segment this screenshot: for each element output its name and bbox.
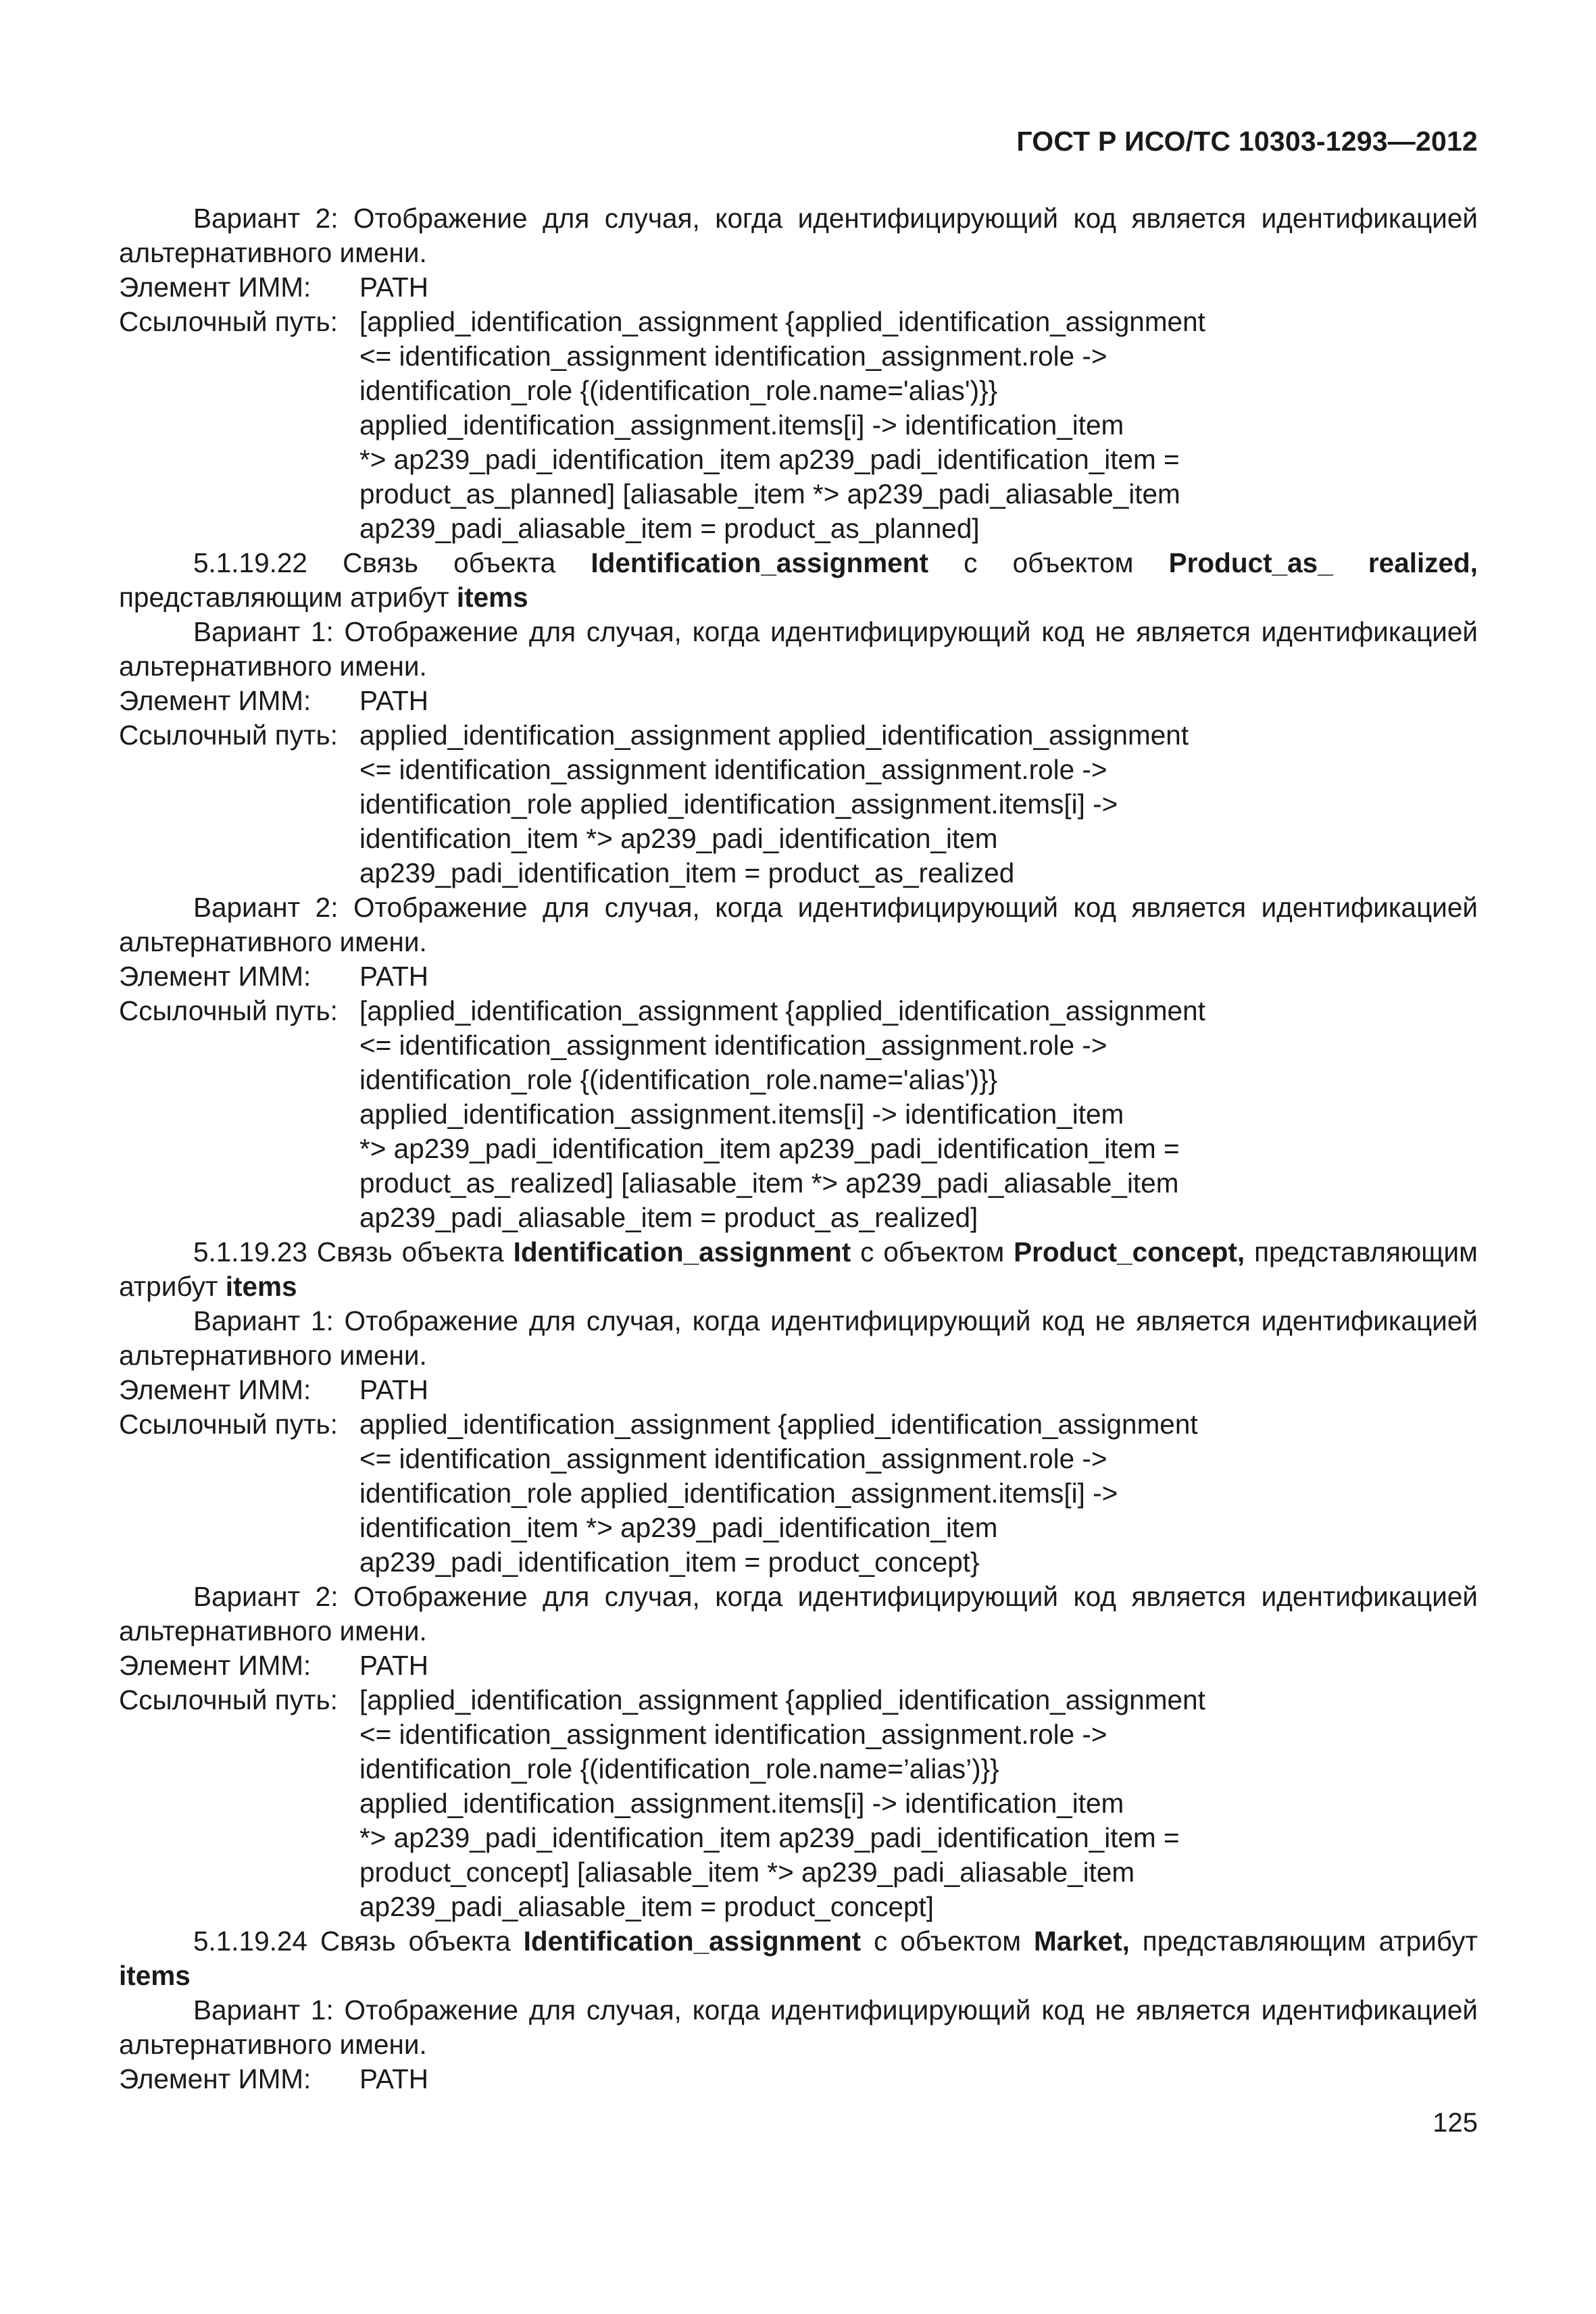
section-mid: с объектом (851, 1236, 1014, 1267)
path-lines (359, 718, 1478, 890)
element-row (119, 959, 1478, 994)
path-line: identification_role {(identification_role.name='alias')}} (359, 375, 998, 406)
element-value-wrap (359, 1373, 1478, 1407)
path-row (119, 994, 1478, 1235)
path-line: identification_role applied_identification_assignment.items[i] -> (359, 1478, 1118, 1509)
element-row (119, 270, 1478, 305)
section-target: Product_concept, (1014, 1236, 1245, 1267)
element-value: PATH (359, 685, 429, 716)
element-label: Элемент ИММ: (119, 1374, 311, 1405)
element-value: PATH (359, 961, 429, 992)
path-row (119, 305, 1478, 546)
section-tail: представляющим атрибут (1129, 1926, 1478, 1957)
mapping-block (119, 546, 1478, 890)
section-num: 5.1.19.23 Связь объекта (193, 1236, 514, 1267)
path-line: ap239_padi_aliasable_item = product_as_realized] (359, 1202, 978, 1233)
path-lines (359, 1683, 1478, 1924)
element-value-wrap (359, 684, 1478, 718)
path-line: [applied_identification_assignment {applied_identification_assignment (359, 995, 1205, 1026)
section-attr: items (456, 582, 528, 613)
path-line: product_as_planned] [aliasable_item *> ap239_padi_aliasable_item (359, 478, 1180, 509)
path-line: <= identification_assignment identification_assignment.role -> (359, 1030, 1107, 1061)
page-number: 125 (1432, 2108, 1478, 2138)
section-heading (119, 1924, 1478, 1993)
variant-text: Вариант 1: Отображение для случая, когда идентифицирующий код не является идентификацией альтернативного имени. (119, 1305, 1478, 1371)
path-label: Ссылочный путь: (119, 995, 338, 1026)
section-entity: Identification_assignment (523, 1926, 862, 1957)
section-entity: Identification_assignment (513, 1236, 851, 1267)
path-line: identification_role {(identification_role.name=’alias’)}} (359, 1753, 999, 1784)
section-num: 5.1.19.24 Связь объекта (193, 1926, 524, 1957)
path-line: product_concept] [aliasable_item *> ap239_padi_aliasable_item (359, 1857, 1135, 1888)
element-value: PATH (359, 1650, 429, 1681)
section-tail: представляющим атрибут (119, 1236, 1478, 1302)
section-target: Market, (1034, 1926, 1130, 1957)
path-line: identification_role applied_identification_assignment.items[i] -> (359, 788, 1118, 820)
variant-text: Вариант 1: Отображение для случая, когда идентифицирующий код не является идентификацией альтернативного имени. (119, 616, 1478, 682)
element-label: Элемент ИММ: (119, 2063, 311, 2094)
path-line: *> ap239_padi_identification_item ap239_padi_identification_item = (359, 1822, 1180, 1853)
section-entity: Identification_assignment (591, 547, 928, 578)
path-lines (359, 305, 1478, 546)
element-value-wrap (359, 2062, 1478, 2096)
path-label: Ссылочный путь: (119, 720, 338, 751)
path-line: identification_item *> ap239_padi_identification_item (359, 1512, 998, 1543)
variant-text: Вариант 2: Отображение для случая, когда идентифицирующий код является идентификацией альтернативного имени. (119, 203, 1478, 268)
path-line: ap239_padi_aliasable_item = product_concept] (359, 1891, 934, 1922)
path-line: ap239_padi_identification_item = product_as_realized (359, 857, 1015, 888)
element-value: PATH (359, 1374, 429, 1405)
section-target: Product_as_ realized, (1168, 547, 1478, 578)
path-line: applied_identification_assignment.items[i] -> identification_item (359, 409, 1124, 441)
section-num: 5.1.19.22 Связь объекта (193, 547, 591, 578)
path-line: applied_identification_assignment {applied_identification_assignment (359, 1409, 1198, 1440)
element-value-wrap (359, 959, 1478, 994)
element-value: PATH (359, 272, 429, 303)
element-value: PATH (359, 2063, 429, 2094)
section-heading (119, 546, 1478, 615)
element-label: Элемент ИММ: (119, 685, 311, 716)
element-row (119, 2062, 1478, 2096)
path-line: identification_item *> ap239_padi_identification_item (359, 823, 998, 854)
element-row (119, 1649, 1478, 1683)
path-line: ap239_padi_aliasable_item = product_as_planned] (359, 513, 980, 544)
path-line: applied_identification_assignment applied_identification_assignment (359, 720, 1189, 751)
document-header: ГОСТ Р ИСО/ТС 10303-1293—2012 (1016, 126, 1478, 157)
path-line: [applied_identification_assignment {applied_identification_assignment (359, 306, 1205, 337)
element-value-wrap (359, 270, 1478, 305)
path-line: [applied_identification_assignment {applied_identification_assignment (359, 1684, 1205, 1715)
section-mid: с объектом (861, 1926, 1034, 1957)
mapping-block (119, 201, 1478, 546)
section-attr: items (225, 1271, 297, 1302)
path-line: *> ap239_padi_identification_item ap239_padi_identification_item = (359, 444, 1180, 475)
path-line: product_as_realized] [aliasable_item *> ap239_padi_aliasable_item (359, 1167, 1179, 1199)
path-line: identification_role {(identification_role.name='alias')}} (359, 1064, 998, 1095)
section-heading (119, 1235, 1478, 1304)
element-label: Элемент ИММ: (119, 961, 311, 992)
document-body (119, 201, 1478, 2096)
section-attr: items (119, 1960, 191, 1991)
path-lines (359, 994, 1478, 1235)
variant-text: Вариант 2: Отображение для случая, когда идентифицирующий код является идентификацией альтернативного имени. (119, 892, 1478, 957)
section-mid: с объектом (928, 547, 1169, 578)
path-label: Ссылочный путь: (119, 306, 338, 337)
element-value-wrap (359, 1649, 1478, 1683)
element-label: Элемент ИММ: (119, 1650, 311, 1681)
section-tail: представляющим атрибут (119, 582, 457, 613)
element-row (119, 1373, 1478, 1407)
variant-text: Вариант 2: Отображение для случая, когда идентифицирующий код является идентификацией альтернативного имени. (119, 1581, 1478, 1646)
mapping-block (119, 890, 1478, 1235)
path-line: applied_identification_assignment.items[i] -> identification_item (359, 1099, 1124, 1130)
path-line: <= identification_assignment identification_assignment.role -> (359, 341, 1107, 372)
mapping-block (119, 1924, 1478, 2096)
path-label: Ссылочный путь: (119, 1409, 338, 1440)
path-lines (359, 1407, 1478, 1580)
element-row (119, 684, 1478, 718)
mapping-block (119, 1580, 1478, 1924)
path-row (119, 1407, 1478, 1580)
element-label: Элемент ИММ: (119, 272, 311, 303)
path-row (119, 1683, 1478, 1924)
path-line: <= identification_assignment identification_assignment.role -> (359, 754, 1107, 785)
path-row (119, 718, 1478, 890)
variant-text: Вариант 1: Отображение для случая, когда идентифицирующий код не является идентификацией альтернативного имени. (119, 1994, 1478, 2060)
path-line: <= identification_assignment identification_assignment.role -> (359, 1719, 1107, 1750)
mapping-block (119, 1235, 1478, 1580)
path-line: *> ap239_padi_identification_item ap239_padi_identification_item = (359, 1133, 1180, 1164)
path-line: applied_identification_assignment.items[i] -> identification_item (359, 1788, 1124, 1819)
path-line: <= identification_assignment identification_assignment.role -> (359, 1443, 1107, 1474)
path-label: Ссылочный путь: (119, 1684, 338, 1715)
path-line: ap239_padi_identification_item = product_concept} (359, 1546, 980, 1578)
